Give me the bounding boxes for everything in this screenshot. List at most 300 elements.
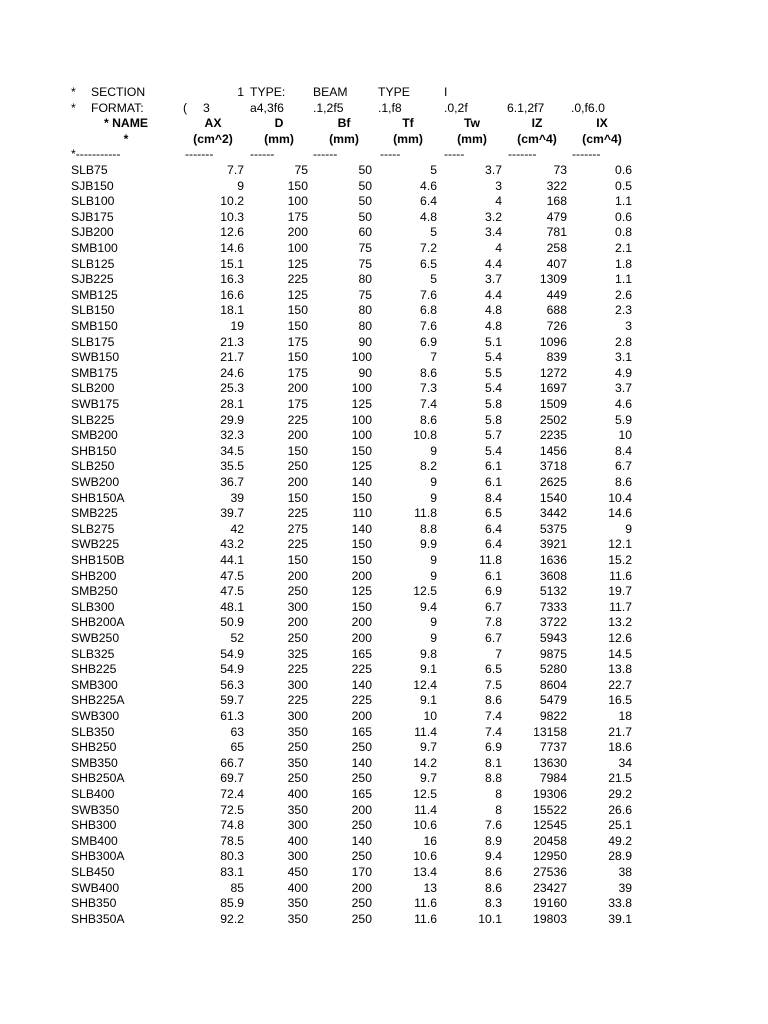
d-value: 175 (287, 334, 308, 349)
bf-value: 170 (351, 865, 372, 879)
ax-value: 56.3 (220, 677, 244, 692)
d-value: 350 (287, 802, 308, 817)
tf-value: 11.6 (414, 896, 437, 911)
ix-value: 4.9 (615, 365, 632, 380)
column-label-row (0, 116, 768, 132)
ix-value: 2.8 (615, 334, 632, 349)
star-marker: * (71, 100, 76, 115)
table-row (0, 709, 768, 725)
iz-value: 5132 (539, 584, 567, 599)
ax-value: 54.9 (220, 662, 244, 677)
table-row (0, 600, 768, 616)
iz-value: 8604 (539, 677, 567, 692)
table-row (0, 241, 768, 257)
tw-value: 6.9 (485, 584, 502, 599)
tw-value: 8 (495, 802, 502, 817)
format-count: 3 (203, 100, 210, 115)
ax-value: 85 (230, 880, 244, 895)
ax-value: 36.7 (220, 475, 244, 489)
ax-value: 29.9 (220, 412, 244, 427)
column-unit: (mm) (393, 131, 423, 146)
ix-value: 2.1 (615, 241, 632, 255)
bf-value: 150 (351, 490, 372, 505)
section-name: SHB250A (71, 771, 125, 786)
bf-value: 110 (352, 506, 372, 521)
d-value: 175 (287, 209, 308, 224)
tw-value: 3.2 (485, 209, 502, 224)
section-name: SLB150 (71, 303, 115, 318)
column-label-d: D (274, 116, 284, 131)
section-label: SECTION (91, 85, 146, 99)
iz-value: 726 (546, 319, 567, 333)
tw-value: 4.8 (485, 319, 502, 333)
section-name: SWB175 (71, 397, 120, 411)
tw-value: 8.1 (485, 755, 502, 770)
tf-value: 9 (430, 615, 437, 630)
type-label-2: TYPE (378, 85, 410, 99)
d-value: 150 (287, 319, 308, 333)
bf-value: 50 (358, 209, 372, 224)
bf-value: 250 (351, 896, 372, 911)
tf-value: 14.2 (413, 755, 437, 770)
tf-value: 12.4 (413, 677, 437, 692)
table-row (0, 335, 768, 351)
table-row (0, 163, 768, 179)
table-row (0, 272, 768, 288)
d-value: 175 (287, 397, 308, 411)
ax-value: 42 (230, 521, 244, 536)
table-row (0, 803, 768, 819)
ax-value: 52 (230, 631, 244, 645)
ax-value: 21.7 (220, 350, 244, 365)
iz-value: 20458 (533, 833, 567, 848)
ax-value: 72.4 (220, 787, 244, 801)
bf-value: 100 (351, 350, 372, 365)
bf-value: 250 (351, 849, 372, 864)
section-name: SHB150 (71, 443, 117, 458)
format-spec-4: .0,2f (444, 100, 468, 115)
tw-value: 6.7 (485, 599, 502, 614)
ax-value: 34.5 (220, 443, 244, 458)
tf-value: 7.3 (420, 381, 437, 396)
table-row (0, 662, 768, 678)
d-value: 300 (287, 849, 308, 864)
bf-value: 80 (358, 272, 372, 287)
table-row (0, 522, 768, 538)
d-value: 150 (287, 350, 308, 365)
bf-value: 165 (351, 724, 372, 739)
iz-value: 5943 (539, 631, 567, 645)
ix-value: 8.4 (615, 443, 632, 458)
d-value: 225 (287, 272, 308, 287)
iz-value: 19306 (533, 787, 567, 801)
tw-value: 6.4 (485, 537, 502, 552)
section-name: SWB225 (71, 537, 120, 552)
section-name: SLB250 (71, 459, 115, 474)
d-value: 350 (287, 911, 308, 926)
iz-value: 479 (546, 209, 567, 224)
ax-value: 16.6 (220, 287, 244, 302)
d-value: 200 (287, 475, 308, 489)
bf-value: 80 (358, 319, 372, 333)
iz-value: 3718 (539, 459, 567, 474)
ix-value: 33.8 (608, 896, 632, 911)
tw-value: 3.7 (485, 272, 502, 287)
table-row (0, 896, 768, 912)
tf-value: 7.6 (420, 287, 437, 302)
ix-value: 11.7 (609, 599, 632, 614)
section-name: SHB200 (71, 568, 117, 583)
ix-value: 34 (618, 755, 632, 770)
ax-value: 10.3 (220, 209, 244, 224)
iz-value: 9822 (539, 709, 567, 723)
iz-value: 1697 (539, 381, 567, 396)
format-spec-6: .0,f6.0 (571, 100, 605, 115)
ix-value: 15.2 (608, 553, 632, 567)
bf-value: 250 (351, 911, 372, 926)
iz-value: 12545 (533, 818, 567, 833)
format-spec-3: .1,f8 (378, 100, 402, 115)
tw-value: 3.7 (485, 163, 502, 177)
tw-value: 6.5 (485, 662, 502, 677)
tw-value: 8.8 (485, 771, 502, 786)
tw-value: 8 (495, 787, 502, 801)
ix-value: 0.8 (615, 225, 632, 240)
iz-value: 2625 (539, 475, 567, 489)
table-row (0, 756, 768, 772)
bf-value: 140 (351, 677, 372, 692)
iz-value: 839 (546, 350, 567, 365)
section-name: SLB400 (71, 787, 115, 801)
section-name: SHB225A (71, 693, 125, 708)
table-row (0, 444, 768, 460)
tf-value: 9 (430, 568, 437, 583)
header-line-section (0, 85, 768, 101)
tf-value: 6.8 (420, 303, 437, 318)
ix-value: 4.6 (615, 397, 632, 411)
tf-value: 8.6 (420, 365, 437, 380)
ax-value: 66.7 (220, 755, 244, 770)
type-label: TYPE: (250, 85, 286, 99)
ax-value: 50.9 (220, 615, 244, 630)
tf-value: 12.5 (413, 584, 437, 599)
iz-value: 449 (546, 287, 567, 302)
tw-value: 7.8 (485, 615, 502, 630)
iz-value: 322 (546, 178, 567, 193)
table-row (0, 179, 768, 195)
ax-value: 24.6 (220, 365, 244, 380)
table-row (0, 881, 768, 897)
iz-value: 3608 (539, 568, 567, 583)
ax-value: 63 (230, 724, 244, 739)
tw-value: 5.8 (485, 397, 502, 411)
d-value: 450 (287, 865, 308, 879)
d-value: 250 (287, 631, 308, 645)
d-value: 300 (287, 709, 308, 723)
d-value: 200 (287, 225, 308, 240)
separator: ------ (313, 147, 338, 162)
ix-value: 39 (618, 880, 632, 895)
section-name: SLB450 (71, 865, 115, 879)
section-name: SHB250 (71, 740, 117, 755)
format-spec-2: .1,2f5 (313, 100, 344, 115)
type-value-2: I (444, 85, 448, 99)
tf-value: 13 (423, 880, 437, 895)
d-value: 225 (287, 537, 308, 552)
d-value: 250 (287, 584, 308, 599)
column-unit: (mm) (457, 131, 487, 146)
bf-value: 200 (351, 568, 372, 583)
tw-value: 6.1 (485, 568, 502, 583)
section-name: SMB200 (71, 428, 118, 443)
table-row (0, 771, 768, 787)
ax-value: 43.2 (220, 537, 244, 552)
ix-value: 25.1 (608, 818, 632, 833)
ix-value: 29.2 (608, 787, 632, 801)
ix-value: 38 (618, 865, 632, 879)
ix-value: 8.6 (615, 475, 632, 489)
iz-value: 258 (546, 241, 567, 255)
ix-value: 12.6 (608, 631, 632, 645)
section-name: SLB325 (71, 646, 115, 661)
column-unit-row (0, 132, 768, 148)
tf-value: 11.8 (414, 506, 437, 521)
section-name: SHB350A (71, 911, 125, 926)
ix-value: 13.2 (608, 615, 632, 630)
ix-value: 14.6 (608, 506, 632, 521)
ix-value: 6.7 (615, 459, 632, 474)
table-row (0, 865, 768, 881)
tf-value: 9 (430, 475, 437, 489)
ix-value: 21.5 (608, 771, 632, 786)
table-row (0, 475, 768, 491)
separator-name: *----------- (71, 147, 121, 162)
bf-value: 140 (351, 475, 372, 489)
iz-value: 19803 (533, 911, 567, 926)
tw-value: 5.7 (485, 428, 502, 443)
column-label-bf: Bf (337, 116, 351, 131)
tw-value: 6.9 (485, 740, 502, 755)
bf-value: 90 (358, 334, 372, 349)
d-value: 200 (287, 381, 308, 396)
iz-value: 3722 (539, 615, 567, 630)
column-unit: (cm^4) (582, 131, 622, 146)
star-marker: * (71, 85, 76, 99)
section-name: SLB100 (71, 194, 115, 209)
tw-value: 6.1 (485, 475, 502, 489)
table-row (0, 584, 768, 600)
format-paren: ( (183, 100, 188, 115)
iz-value: 1540 (539, 490, 567, 505)
column-unit-name: * (123, 131, 129, 146)
iz-value: 1636 (539, 553, 567, 567)
ix-value: 18 (618, 709, 632, 723)
d-value: 225 (287, 693, 308, 708)
section-name: SWB250 (71, 631, 120, 645)
ix-value: 11.6 (609, 568, 632, 583)
tw-value: 7.4 (485, 709, 502, 723)
iz-value: 1456 (539, 443, 567, 458)
tf-value: 5 (430, 225, 437, 240)
bf-value: 60 (358, 225, 372, 240)
ax-value: 59.7 (220, 693, 244, 708)
header-line-format (0, 101, 768, 117)
iz-value: 13158 (533, 724, 567, 739)
column-unit: (cm^2) (193, 131, 233, 146)
ax-value: 28.1 (220, 397, 244, 411)
iz-value: 15522 (533, 802, 567, 817)
separator: ------- (572, 147, 601, 162)
section-name: SHB200A (71, 615, 125, 630)
section-name: SHB300 (71, 818, 117, 833)
table-row (0, 428, 768, 444)
separator: ----- (380, 147, 401, 162)
tf-value: 7.6 (420, 319, 437, 333)
ax-value: 21.3 (220, 334, 244, 349)
iz-value: 1509 (539, 397, 567, 411)
ix-value: 19.7 (608, 584, 632, 599)
tw-value: 9.4 (485, 849, 502, 864)
table-row (0, 350, 768, 366)
table-row (0, 257, 768, 273)
ax-value: 47.5 (220, 568, 244, 583)
ix-value: 2.6 (615, 287, 632, 302)
table-row (0, 818, 768, 834)
d-value: 100 (287, 194, 308, 209)
section-name: SLB175 (71, 334, 115, 349)
iz-value: 13630 (533, 755, 567, 770)
tf-value: 11.4 (414, 724, 437, 739)
tw-value: 4 (495, 241, 502, 255)
iz-value: 2502 (539, 412, 567, 427)
format-spec-1: a4,3f6 (250, 100, 284, 115)
tf-value: 10.6 (413, 849, 437, 864)
tw-value: 8.4 (485, 490, 502, 505)
section-name: SWB150 (71, 350, 120, 365)
tw-value: 5.4 (485, 381, 502, 396)
iz-value: 781 (546, 225, 567, 240)
tw-value: 5.5 (485, 365, 502, 380)
bf-value: 100 (351, 412, 372, 427)
tf-value: 9.8 (420, 646, 437, 661)
ax-value: 78.5 (220, 833, 244, 848)
ax-value: 39 (230, 490, 244, 505)
section-name: SHB300A (71, 849, 125, 864)
tw-value: 5.1 (485, 334, 502, 349)
tw-value: 6.7 (485, 631, 502, 645)
iz-value: 9875 (539, 646, 567, 661)
bf-value: 125 (351, 459, 372, 474)
ix-value: 1.1 (615, 194, 632, 209)
ax-value: 19 (230, 319, 244, 333)
iz-value: 7333 (539, 599, 567, 614)
separator: ------- (185, 147, 214, 162)
tw-value: 7.6 (485, 818, 502, 833)
ix-value: 1.1 (615, 272, 632, 287)
ix-value: 10.4 (608, 490, 632, 505)
tw-value: 11.8 (479, 553, 502, 567)
format-spec-5: 6.1,2f7 (507, 100, 545, 115)
table-row (0, 381, 768, 397)
column-unit: (cm^4) (517, 131, 557, 146)
tf-value: 10 (423, 709, 437, 723)
ix-value: 5.9 (615, 412, 632, 427)
ax-value: 39.7 (220, 506, 244, 521)
section-name: SLB275 (71, 521, 115, 536)
column-label-iz: IZ (531, 116, 543, 131)
tf-value: 9.7 (420, 771, 437, 786)
iz-value: 12950 (533, 849, 567, 864)
tf-value: 9.9 (420, 537, 437, 552)
ix-value: 13.8 (608, 662, 632, 677)
iz-value: 7984 (539, 771, 567, 786)
tw-value: 7.4 (485, 724, 502, 739)
tw-value: 6.4 (485, 521, 502, 536)
ix-value: 1.8 (615, 256, 632, 271)
table-row (0, 693, 768, 709)
tf-value: 6.5 (420, 256, 437, 271)
ax-value: 85.9 (220, 896, 244, 911)
tw-value: 4.4 (485, 256, 502, 271)
section-name: SLB200 (71, 381, 115, 396)
tw-value: 8.6 (485, 880, 502, 895)
table-row (0, 459, 768, 475)
d-value: 400 (287, 787, 308, 801)
ax-value: 32.3 (220, 428, 244, 443)
tf-value: 9 (430, 443, 437, 458)
tw-value: 3 (495, 178, 502, 193)
tf-value: 11.4 (414, 802, 437, 817)
column-unit: (mm) (329, 131, 359, 146)
tw-value: 5.8 (485, 412, 502, 427)
tf-value: 8.2 (420, 459, 437, 474)
section-name: SLB350 (71, 724, 115, 739)
table-row (0, 366, 768, 382)
iz-value: 1272 (539, 365, 567, 380)
section-name: SWB200 (71, 475, 120, 489)
bf-value: 140 (351, 833, 372, 848)
table-row (0, 491, 768, 507)
tf-value: 16 (423, 833, 437, 848)
iz-value: 23427 (533, 880, 567, 895)
tf-value: 7 (430, 350, 437, 365)
tw-value: 8.9 (485, 833, 502, 848)
ix-value: 21.7 (608, 724, 632, 739)
bf-value: 140 (351, 521, 372, 536)
bf-value: 75 (358, 256, 372, 271)
ix-value: 10 (618, 428, 632, 443)
tf-value: 13.4 (413, 865, 437, 879)
iz-value: 73 (553, 163, 567, 177)
ix-value: 9 (625, 521, 632, 536)
tf-value: 4.6 (420, 178, 437, 193)
section-name: SMB400 (71, 833, 118, 848)
tw-value: 4.8 (485, 303, 502, 318)
section-name: SLB300 (71, 599, 115, 614)
tw-value: 7.5 (485, 677, 502, 692)
tw-value: 10.1 (478, 911, 502, 926)
d-value: 150 (287, 490, 308, 505)
tf-value: 9.1 (420, 662, 437, 677)
iz-value: 3442 (539, 506, 567, 521)
separator: ----- (444, 147, 465, 162)
bf-value: 50 (358, 163, 372, 177)
ix-value: 22.7 (608, 677, 632, 692)
d-value: 250 (287, 459, 308, 474)
d-value: 175 (287, 365, 308, 380)
tw-value: 6.1 (485, 459, 502, 474)
ax-value: 35.5 (220, 459, 244, 474)
